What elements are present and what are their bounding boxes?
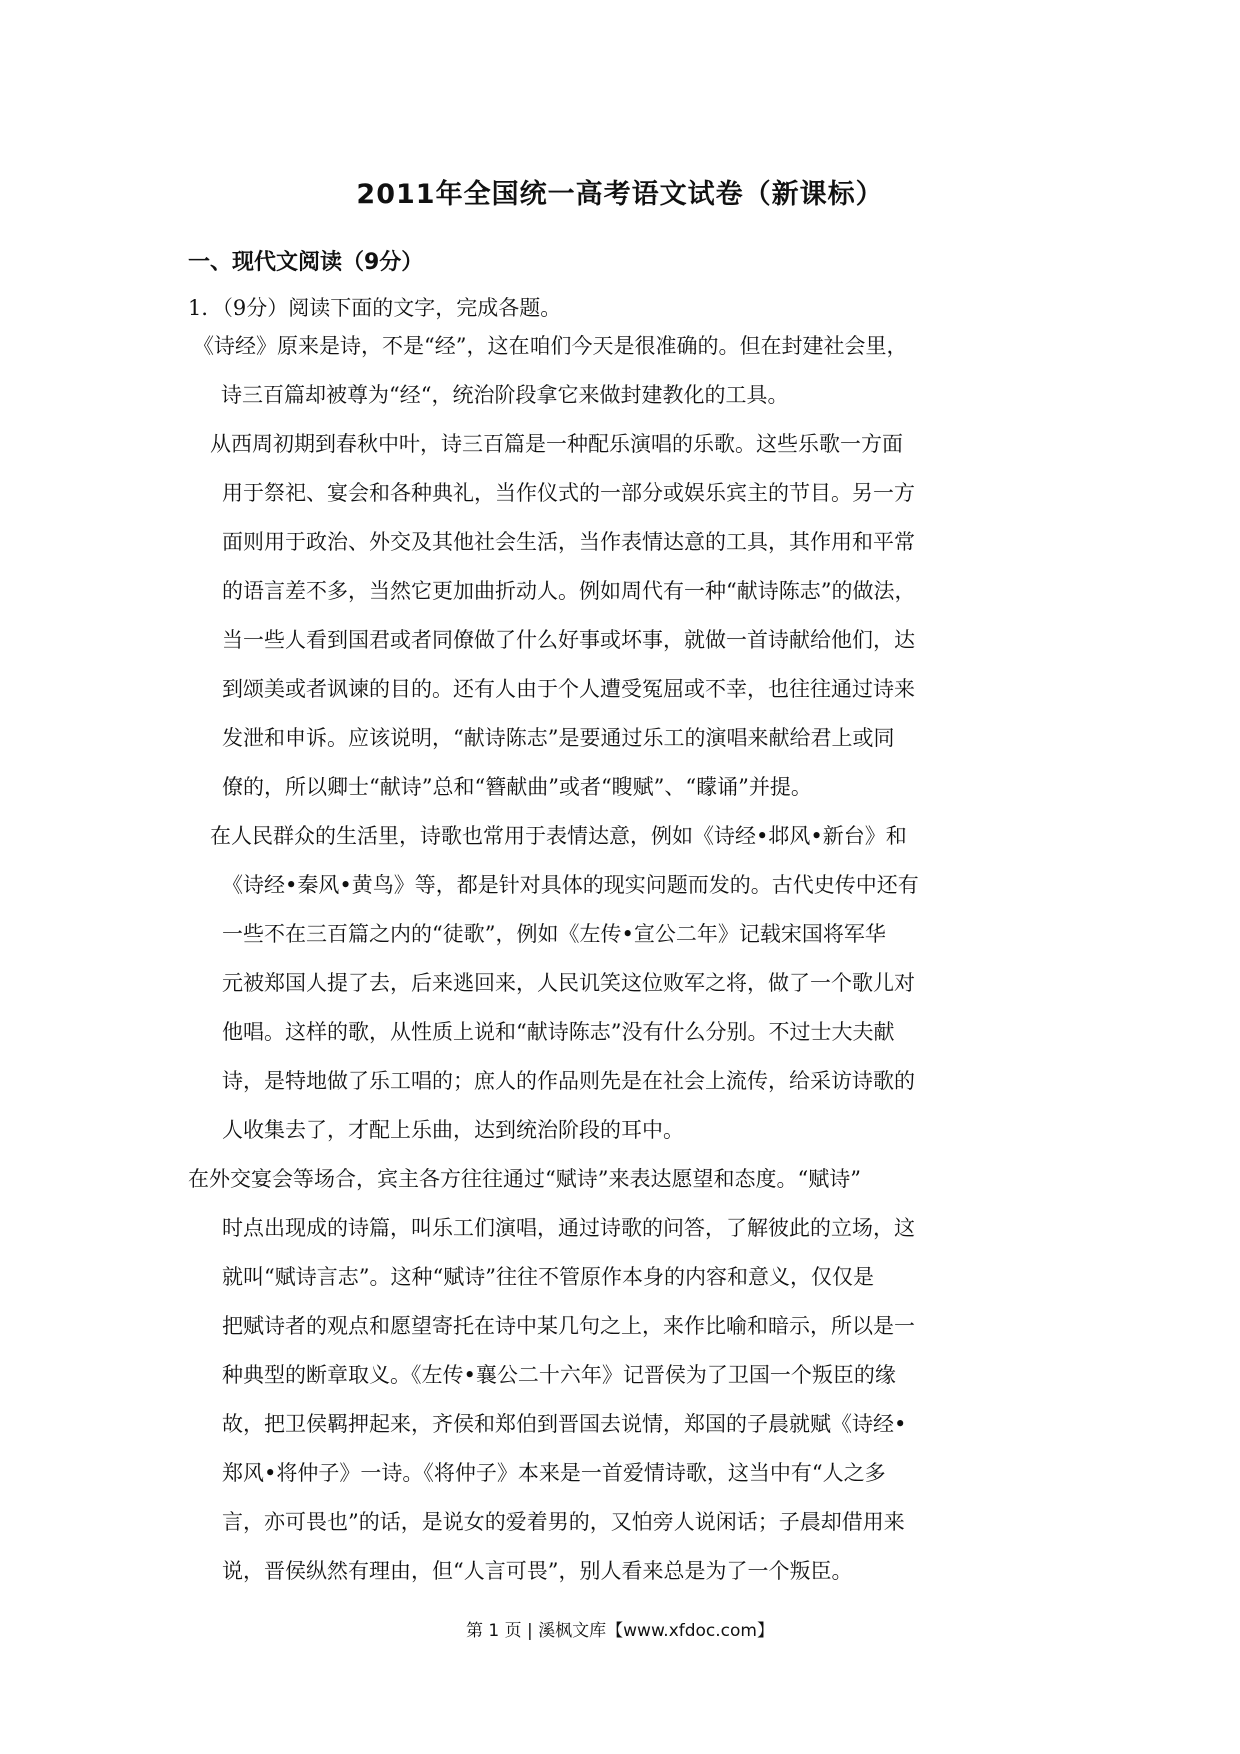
text-line: 《诗经•秦风•黄鸟》等，都是针对具体的现实问题而发的。古代史传中还有: [222, 873, 919, 897]
text-line: 在人民群众的生活里，诗歌也常用于表情达意，例如《诗经•邶风•新台》和: [210, 824, 907, 848]
paragraph-3: [210, 812, 919, 1155]
text-line: 《诗经》原来是诗，不是“经”，这在咱们今天是很准确的。但在封建社会里，: [193, 334, 908, 358]
paragraph-4: [188, 1155, 915, 1596]
text-line: 说，晋侯纵然有理由，但“人言可畏”，别人看来总是为了一个叛臣。: [222, 1559, 853, 1583]
text-line: 元被郑国人提了去，后来逃回来，人民讥笑这位败军之将，做了一个歌儿对: [222, 971, 915, 995]
text-line: 时点出现成的诗篇，叫乐工们演唱，通过诗歌的问答，了解彼此的立场，这: [222, 1216, 915, 1240]
paragraph-1: [193, 322, 907, 420]
text-line: 在外交宴会等场合，宾主各方往往通过“赋诗”来表达愿望和态度。“赋诗”: [188, 1167, 861, 1191]
question-stem: 1．（9分）阅读下面的文字，完成各题。: [188, 296, 562, 320]
text-line: 诗三百篇却被尊为“经“，统治阶段拿它来做封建教化的工具。: [221, 383, 789, 407]
section-heading: 一、现代文阅读（9分）: [188, 250, 424, 275]
text-line: 故，把卫侯羁押起来，齐侯和郑伯到晋国去说情，郑国的子晨就赋《诗经•: [222, 1412, 907, 1436]
text-line: 用于祭祀、宴会和各种典礼，当作仪式的一部分或娱乐宾主的节目。另一方: [222, 481, 915, 505]
paragraph-2: [210, 420, 915, 812]
text-line: 言，亦可畏也”的话，是说女的爱着男的，又怕旁人说闲话；子晨却借用来: [222, 1510, 905, 1534]
text-line: 僚的，所以卿士“献诗”总和“簪献曲”或者“瞍赋”、“矇诵”并提。: [222, 775, 812, 799]
page-footer: 第 1 页 | 溪枫文库【www.xfdoc.com】: [465, 1621, 774, 1641]
text-line: 诗，是特地做了乐工唱的；庶人的作品则先是在社会上流传，给采访诗歌的: [222, 1069, 915, 1093]
text-line: 人收集去了，才配上乐曲，达到统治阶段的耳中。: [222, 1118, 684, 1142]
text-line: 面则用于政治、外交及其他社会生活，当作表情达意的工具，其作用和平常: [222, 530, 915, 554]
text-line: 把赋诗者的观点和愿望寄托在诗中某几句之上，来作比喻和暗示，所以是一: [222, 1314, 915, 1338]
text-line: 一些不在三百篇之内的“徒歌”，例如《左传•宣公二年》记载宋国将军华: [222, 922, 886, 946]
text-line: 种典型的断章取义。《左传•襄公二十六年》记晋侯为了卫国一个叛臣的缘: [222, 1363, 896, 1387]
text-line: 发泄和申诉。应该说明，“献诗陈志”是要通过乐工的演唱来献给君上或同: [222, 726, 895, 750]
text-line: 到颂美或者讽谏的目的。还有人由于个人遭受冤屈或不幸，也往往通过诗来: [222, 677, 915, 701]
text-line: 的语言差不多，当然它更加曲折动人。例如周代有一种“献诗陈志”的做法，: [222, 579, 916, 603]
text-line: 他唱。这样的歌，从性质上说和“献诗陈志”没有什么分别。不过士大夫献: [222, 1020, 895, 1044]
text-line: 就叫“赋诗言志”。这种“赋诗”往往不管原作本身的内容和意义，仅仅是: [222, 1265, 874, 1289]
text-line: 从西周初期到春秋中叶，诗三百篇是一种配乐演唱的乐歌。这些乐歌一方面: [210, 432, 903, 456]
text-line: 郑风•将仲子》一诗。《将仲子》本来是一首爱情诗歌，这当中有“人之多: [222, 1461, 886, 1485]
page-title: 2011年全国统一高考语文试卷（新课标）: [356, 179, 884, 210]
text-line: 当一些人看到国君或者同僚做了什么好事或坏事，就做一首诗献给他们，达: [222, 628, 915, 652]
